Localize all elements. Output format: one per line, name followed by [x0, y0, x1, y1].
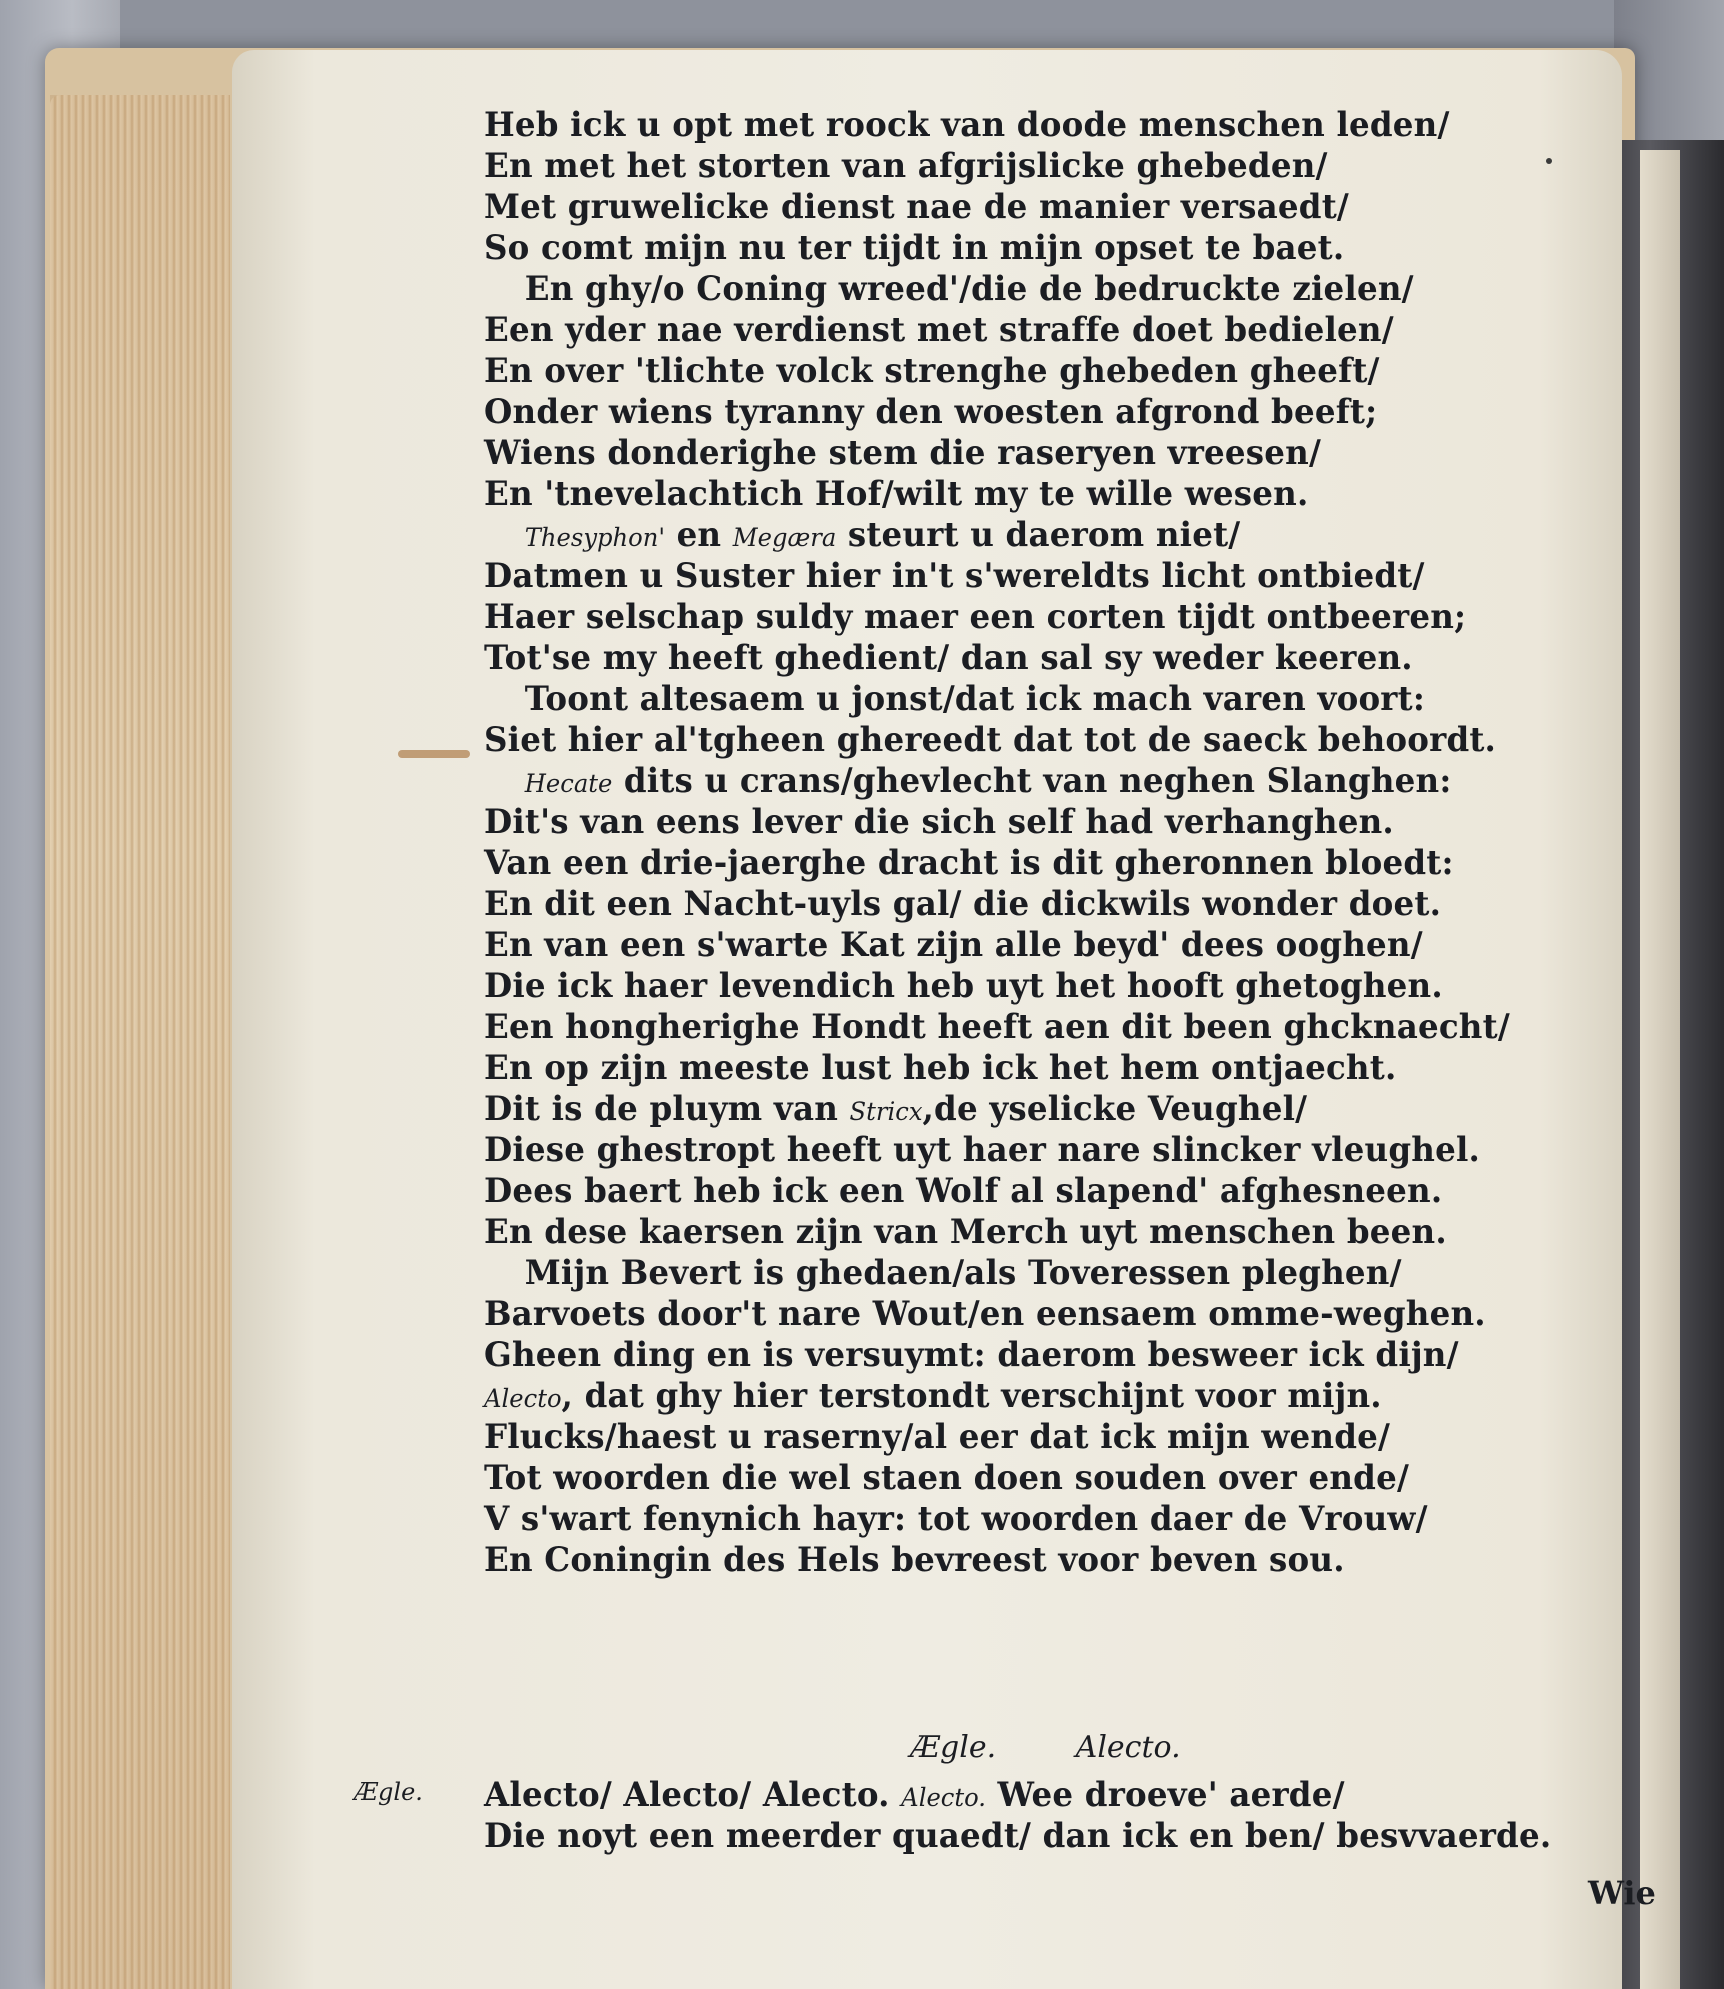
- verse-line: [484, 350, 1512, 391]
- verse-text: Een yder nae verdienst met straffe doet bedielen/: [484, 310, 1394, 349]
- verse-line: [484, 1498, 1512, 1539]
- verse-text: En met het storten van afgrijslicke ghebeden/: [484, 146, 1328, 185]
- verse-line: [484, 842, 1512, 883]
- verse-line: [484, 883, 1512, 924]
- verse-line: [484, 924, 1512, 965]
- verse-line: [484, 432, 1512, 473]
- verse-text: ,de yselicke Veughel/: [922, 1089, 1308, 1128]
- verse-text: Barvoets door't nare Wout/en eensaem omme-weghen.: [484, 1294, 1486, 1333]
- verse-line: [484, 1457, 1512, 1498]
- verse-text: En over 'tlichte volck strenghe ghebeden gheeft/: [484, 351, 1380, 390]
- verse-line: [484, 1252, 1512, 1293]
- verse-text: Dit's van eens lever die sich self had verhanghen.: [484, 802, 1394, 841]
- verse-text: Flucks/haest u raserny/al eer dat ick mijn wende/: [484, 1417, 1391, 1456]
- verse-line: [484, 760, 1512, 801]
- verse-line: [484, 678, 1512, 719]
- verse-text: Onder wiens tyranny den woesten afgrond beeft;: [484, 392, 1378, 431]
- verse-text: En Coningin des Hels bevreest voor beven sou.: [484, 1540, 1345, 1579]
- dialogue-block: [484, 1774, 1552, 1856]
- catchword: Wie: [1588, 1874, 1656, 1912]
- verse-text: dits u crans/ghevlecht van neghen Slanghen:: [612, 761, 1452, 800]
- facing-page-sliver: [1640, 150, 1680, 1989]
- verse-line: [484, 1088, 1512, 1129]
- verse-italic-name: Thesyphon': [524, 523, 666, 552]
- verse-text: Wiens donderighe stem die raseryen vreesen/: [484, 433, 1322, 472]
- verse-text: Datmen u Suster hier in't s'wereldts licht ontbiedt/: [484, 556, 1425, 595]
- verse-text: Siet hier al'tgheen ghereedt dat tot de saeck behoordt.: [484, 720, 1497, 759]
- verse-text: Tot woorden die wel staen doen souden over ende/: [484, 1458, 1410, 1497]
- verse-text: Die noyt een meerder quaedt/ dan ick en ben/ besvvaerde.: [484, 1816, 1552, 1855]
- verse-text: Met gruwelicke dienst nae de manier versaedt/: [484, 187, 1349, 226]
- verse-text: So comt mijn nu ter tijdt in mijn opset te baet.: [484, 228, 1345, 267]
- verse-line: [484, 186, 1512, 227]
- verse-italic-name: Alecto.: [901, 1783, 987, 1812]
- verse-text: Toont altesaem u jonst/dat ick mach varen voort:: [524, 679, 1426, 718]
- verse-line: [484, 596, 1512, 637]
- verse-text: V s'wart fenynich hayr: tot woorden daer de Vrouw/: [484, 1499, 1428, 1538]
- verse-text: steurt u daerom niet/: [836, 515, 1241, 554]
- verse-text: En van een s'warte Kat zijn alle beyd' dees ooghen/: [484, 925, 1423, 964]
- verse-text: Haer selschap suldy maer een corten tijdt ontbeeren;: [484, 597, 1467, 636]
- verse-text: En op zijn meeste lust heb ick het hem ontjaecht.: [484, 1048, 1397, 1087]
- verse-text: En dit een Nacht-uyls gal/ die dickwils wonder doet.: [484, 884, 1442, 923]
- page-edges: [50, 95, 230, 1989]
- speaker-name: Alecto.: [1075, 1730, 1181, 1765]
- verse-line: [484, 104, 1512, 145]
- verse-italic-name: Stricx: [849, 1097, 923, 1126]
- verse-text: , dat ghy hier terstondt verschijnt voor mijn.: [561, 1376, 1382, 1415]
- verse-text: Dees baert heb ick een Wolf al slapend' afghesneen.: [484, 1171, 1443, 1210]
- verse-italic-name: Alecto: [484, 1384, 562, 1413]
- speaker-heading: [910, 1730, 1251, 1765]
- verse-line: [484, 309, 1512, 350]
- verse-text: en: [665, 515, 733, 554]
- verse-text: Wee droeve' aerde/: [986, 1775, 1345, 1814]
- verse-line: [484, 145, 1512, 186]
- verse-text: En dese kaersen zijn van Merch uyt menschen been.: [484, 1212, 1447, 1251]
- verse-block: [484, 104, 1544, 1580]
- verse-text: Dit is de pluym van: [484, 1089, 850, 1128]
- verse-text: Tot'se my heeft ghedient/ dan sal sy weder keeren.: [484, 638, 1413, 677]
- verse-line: [484, 391, 1512, 432]
- margin-speaker-label: Ægle.: [354, 1778, 423, 1806]
- verse-line: [484, 1375, 1512, 1416]
- verse-text: Gheen ding en is versuymt: daerom besweer ick dijn/: [484, 1335, 1459, 1374]
- verse-line: [484, 1047, 1512, 1088]
- verse-line: [484, 1774, 1512, 1815]
- verse-line: [484, 473, 1512, 514]
- verse-text: Een hongherighe Hondt heeft aen dit been ghcknaecht/: [484, 1007, 1510, 1046]
- verse-line: [484, 1293, 1512, 1334]
- verse-text: Diese ghestropt heeft uyt haer nare slincker vleughel.: [484, 1130, 1481, 1169]
- print-mark: [1546, 158, 1552, 164]
- verse-text: Mijn Bevert is ghedaen/als Toveressen pleghen/: [524, 1253, 1402, 1292]
- verse-text: Van een drie-jaerghe dracht is dit gheronnen bloedt:: [484, 843, 1454, 882]
- verse-line: [484, 514, 1512, 555]
- verse-line: [484, 268, 1512, 309]
- verse-text: Alecto/ Alecto/ Alecto.: [484, 1775, 902, 1814]
- verse-line: [484, 1006, 1512, 1047]
- verse-line: [484, 1170, 1512, 1211]
- verse-line: [484, 719, 1512, 760]
- verse-text: Heb ick u opt met roock van doode menschen leden/: [484, 105, 1450, 144]
- verse-line: [484, 227, 1512, 268]
- verse-line: [484, 1416, 1512, 1457]
- verse-line: [484, 1334, 1512, 1375]
- verse-line: [484, 1539, 1512, 1580]
- verse-text: Die ick haer levendich heb uyt het hooft ghetoghen.: [484, 966, 1443, 1005]
- speaker-name: Ægle.: [910, 1730, 997, 1765]
- verse-line: [484, 1815, 1552, 1856]
- verse-line: [484, 965, 1512, 1006]
- verse-italic-name: Megæra: [732, 523, 837, 552]
- verse-line: [484, 637, 1512, 678]
- verse-line: [484, 1129, 1512, 1170]
- verse-line: [484, 1211, 1512, 1252]
- verse-italic-name: Hecate: [524, 769, 613, 798]
- verse-line: [484, 801, 1512, 842]
- verse-text: En ghy/o Coning wreed'/die de bedruckte zielen/: [524, 269, 1414, 308]
- verse-line: [484, 555, 1512, 596]
- verse-text: En 'tnevelachtich Hof/wilt my te wille wesen.: [484, 474, 1309, 513]
- paper-stain: [398, 750, 470, 758]
